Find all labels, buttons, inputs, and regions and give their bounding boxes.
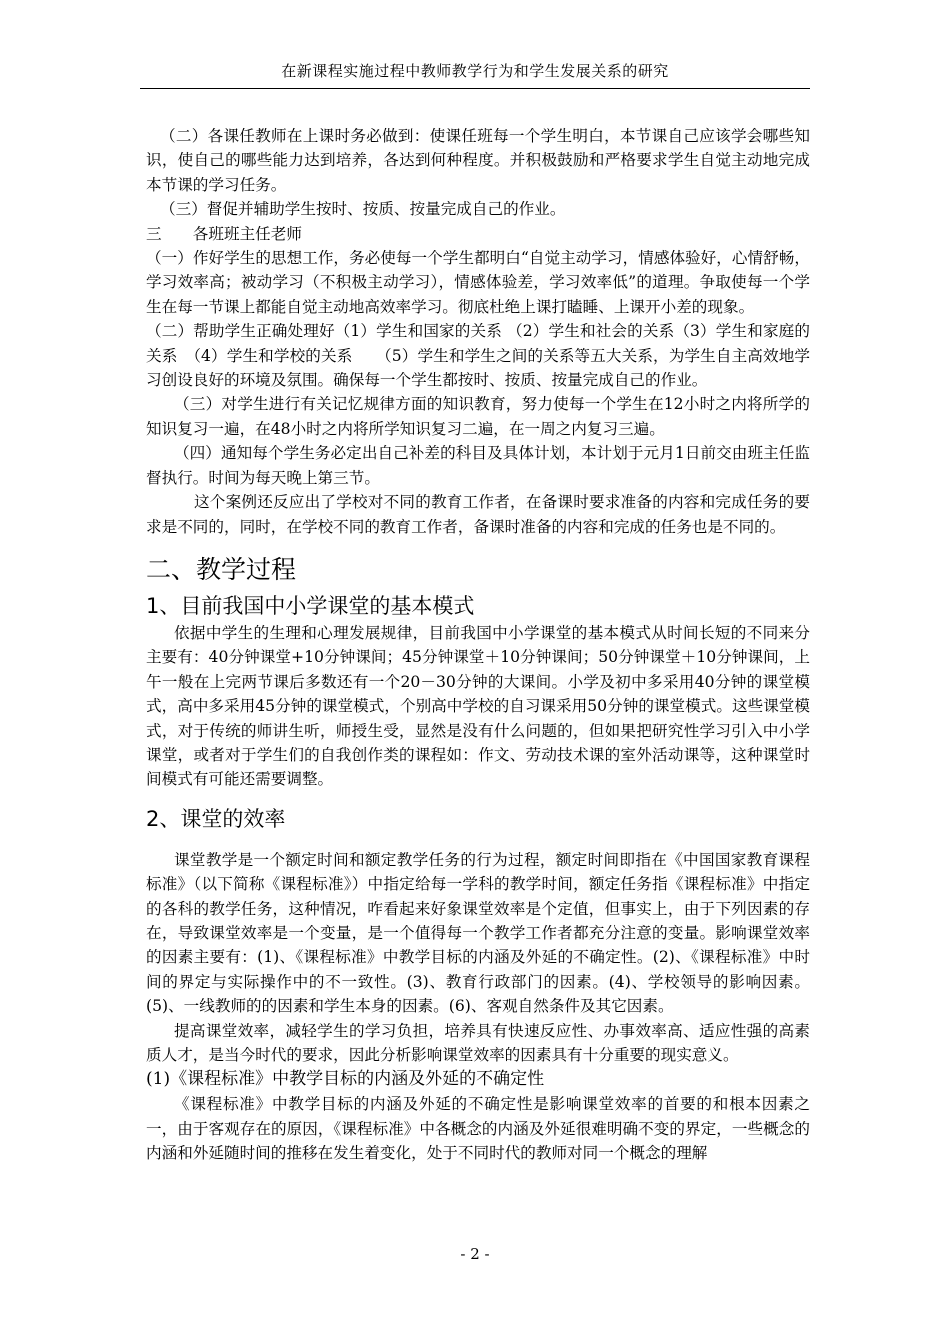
page-number: - 2 -	[460, 1245, 490, 1263]
paragraph: （一）作好学生的思想工作，务必使每一个学生都明白“自觉主动学习，情感体验好，心情舒畅，学习效率高；被动学习（不积极主动学习），情感体验差，学习效率低”的道理。争取使每一个学生在每一节课上都能自觉主动地高效率学习。彻底杜绝上课打瞌睡、上课开小差的现象。	[146, 249, 810, 316]
paragraph: （三）督促并辅助学生按时、按质、按量完成自己的作业。	[160, 200, 566, 219]
header-rule	[140, 88, 810, 89]
running-header: 在新课程实施过程中教师教学行为和学生发展关系的研究	[281, 62, 669, 80]
paragraph: 提高课堂效率，减轻学生的学习负担，培养具有快速反应性、办事效率高、适应性强的高素质人才，是当今时代的要求，因此分析影响课堂效率的因素具有十分重要的现实意义。	[146, 1021, 810, 1064]
paragraph: （二）各课任教师在上课时务必做到：使课任班每一个学生明白，本节课自己应该学会哪些知识，使自己的哪些能力达到培养，各达到何种程度。并积极鼓励和严格要求学生自觉主动地完成本节课的学习任务。	[146, 127, 810, 194]
paragraph: 《课程标准》中教学目标的内涵及外延的不确定性是影响课堂效率的首要的和根本因素之一，由于客观存在的原因，《课程标准》中各概念的内涵及外延很难明确不变的界定，一些概念的内涵和外延随时间的推移在发生着变化，处于不同时代的教师对同一个概念的理解	[146, 1095, 810, 1163]
subsection-heading: 2、课堂的效率	[146, 806, 286, 831]
paragraph: 这个案例还反应出了学校对不同的教育工作者，在备课时要求准备的内容和完成任务的要求是不同的，同时，在学校不同的教育工作者，备课时准备的内容和完成的任务也是不同的。	[146, 493, 810, 536]
paragraph: （二）帮助学生正确处理好（1）学生和国家的关系 （2）学生和社会的关系（3）学生和家庭的关系 （4）学生和学校的关系 （5）学生和学生之间的关系等五大关系，为学生自主高效地学习创设良好的环境及氛围。确保每一个学生都按时、按质、按量完成自己的作业。	[146, 322, 810, 390]
paragraph: 依据中学生的生理和心理发展规律，目前我国中小学课堂的基本模式从时间长短的不同来分主要有：40分钟课堂+10分钟课间；45分钟课堂＋10分钟课间；50分钟课堂＋10分钟课间，上午一般在上完两节课后多数还有一个20－30分钟的大课间。小学及初中多采用40分钟的课堂模式，高中多采用45分钟的课堂模式，个别高中学校的自习课采用50分钟的课堂模式。这些课堂模式，对于传统的师讲生听，师授生受，显然是没有什么问题的，但如果把研究性学习引入中小学课堂，或者对于学生们的自我创作类的课程如：作文、劳动技术课的室外活动课等，这种课堂时间模式有可能还需要调整。	[146, 623, 810, 789]
paragraph: （四）通知每个学生务必定出自己补差的科目及具体计划，本计划于元月1日前交由班主任监督执行。时间为每天晚上第三节。	[146, 444, 810, 487]
subsection-heading: 1、目前我国中小学课堂的基本模式	[146, 593, 475, 618]
paragraph: 课堂教学是一个额定时间和额定教学任务的行为过程，额定时间即指在《中国国家教育课程标准》（以下简称《课程标准》）中指定给每一学科的教学时间，额定任务指《课程标准》中指定的各科的教学任务，这种情况，咋看起来好象课堂效率是个定值，但事实上，由于下列因素的存在，导致课堂效率是一个变量，是一个值得每一个教学工作者都充分注意的变量。影响课堂效率的因素主要有：(1)、《课程标准》中教学目标的内涵及外延的不确定性。(2)、《课程标准》中时间的界定与实际操作中的不一致性。(3)、教育行政部门的因素。(4)、学校领导的影响因素。(5)、一线教师的的因素和学生本身的因素。(6)、客观自然条件及其它因素。	[146, 850, 810, 1016]
section-heading: 二、教学过程	[146, 554, 297, 584]
sub-subsection-heading: (1)《课程标准》中教学目标的内涵及外延的不确定性	[146, 1069, 545, 1090]
section-label: 三 各班班主任老师	[146, 224, 302, 243]
paragraph: （三）对学生进行有关记忆规律方面的知识教育，努力使每一个学生在12小时之内将所学的知识复习一遍，在48小时之内将所学知识复习二遍，在一周之内复习三遍。	[146, 395, 810, 438]
body-content	[146, 124, 810, 1166]
